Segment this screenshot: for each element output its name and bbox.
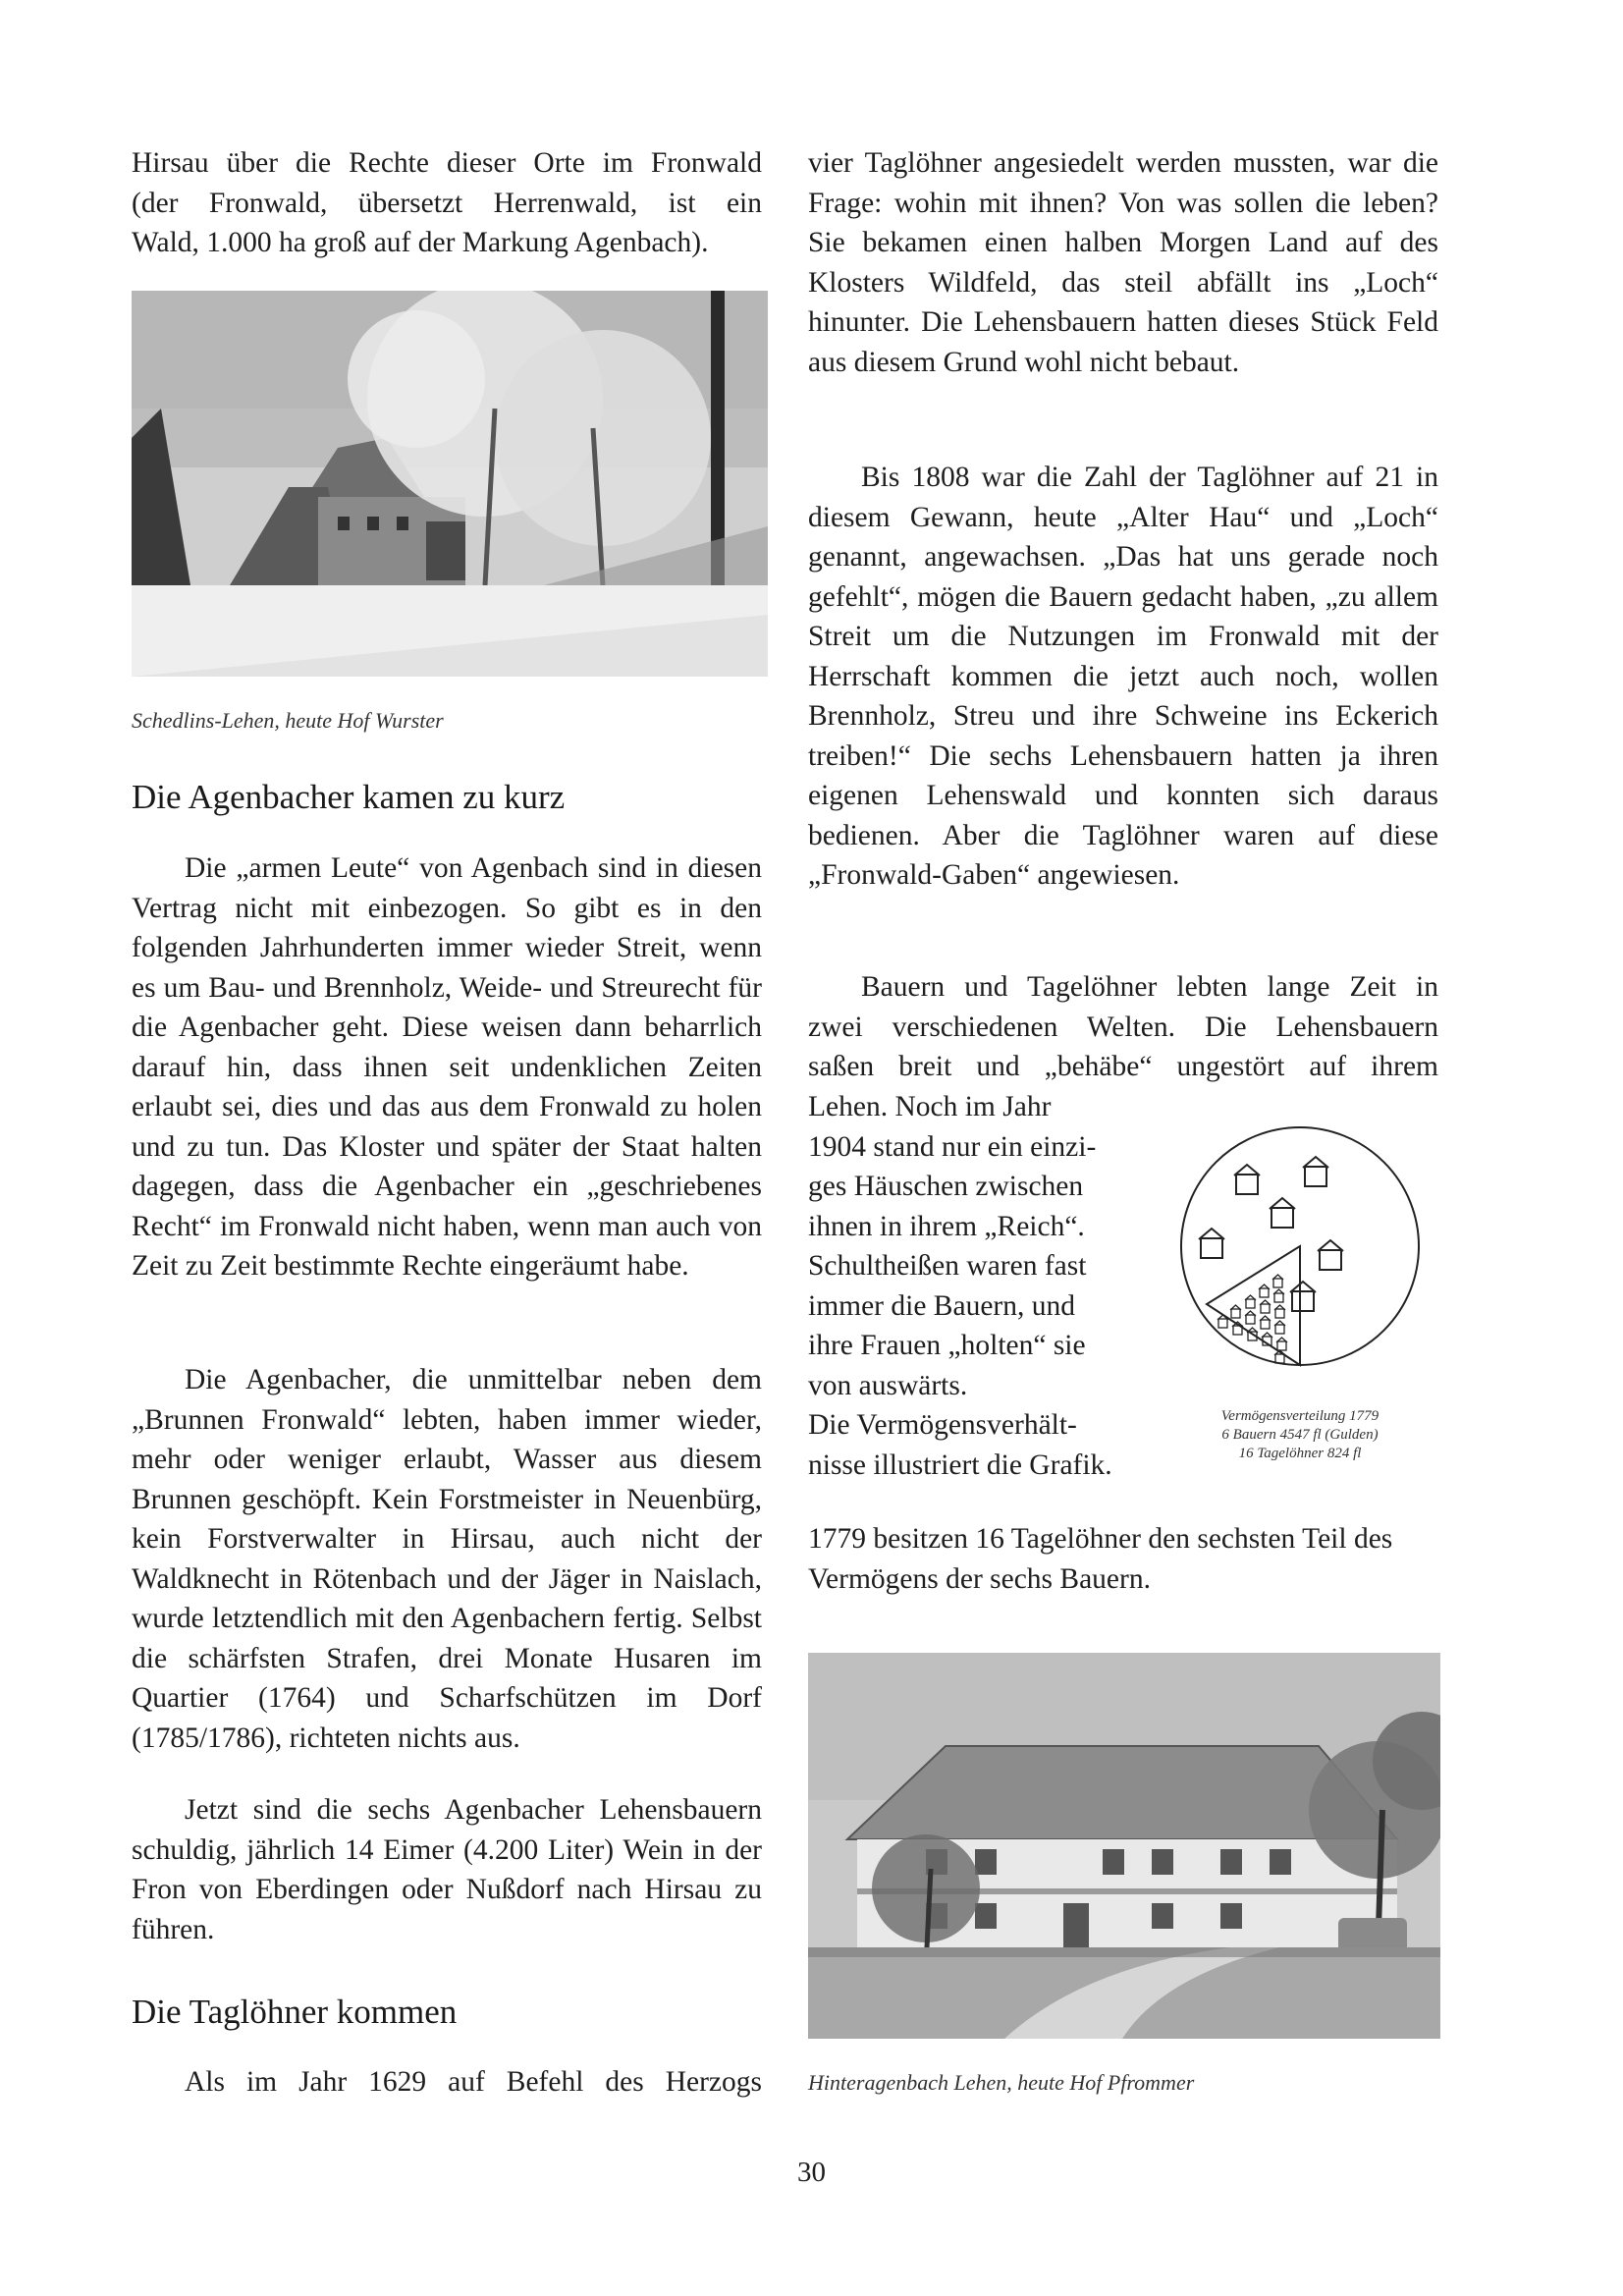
body-paragraph: vier Taglöhner angesiedelt werden mussten, war die Frage: wohin mit ihnen? Von was sollen die leben? Sie bekamen einen halben Morgen Land auf des Klosters Wildfeld, das steil abfällt ins „Loch“ hinunter. Die Lehensbauern hatten dieses Stück Feld aus diesem Grund wohl nicht bebaut. (808, 147, 1438, 378)
body-paragraph: Die Agenbacher, die unmittelbar neben dem „Brunnen Fronwald“ lebten, haben immer wieder, mehr oder weniger erlaubt, Wasser aus diesem Brunnen geschöpft. Kein Forstmeister in Neuenbürg, kein Forstverwalter in Hirsau, auch nicht der Waldknecht in Rötenbach und der Jäger in Naislach, wurde letztendlich mit den Agenbachern fertig. Selbst die schärfsten Strafen, drei Monate Husaren im Quartier (1764) und Scharfschützen im Dorf (1785/1786), richteten nichts aus. (132, 1364, 762, 1754)
figure-caption (1177, 1407, 1423, 1463)
body-paragraph: Bis 1808 war die Zahl der Taglöhner auf 21 in diesem Gewann, heute „Alter Hau“ und „Loch“ genannt, angewachsen. „Das hat uns gerade noch gefehlt“, mögen die Bauern gedacht haben, „zu allem Streit um die Nutzungen im Fronwald mit der Herrschaft kommen die jetzt auch noch, wollen Brennholz, Streu und ihre Schweine ins Eckerich treiben!“ Die sechs Lehensbauern hatten ja ihren eigenen Lehenswald und konnten sich daraus bedienen. Aber die Taglöhner waren auf diese „Fronwald-Gaben“ angewiesen. (808, 462, 1438, 891)
text-line: Die Vermögensverhält- (808, 1409, 1077, 1441)
body-paragraph: Als im Jahr 1629 auf Befehl des Herzogs (185, 2066, 762, 2098)
heading-block-1 (132, 776, 762, 819)
photo-hinteragenbach-lehen (808, 1653, 1440, 2039)
intro-paragraph (132, 143, 762, 263)
text-line: Schultheißen waren fast (808, 1250, 1087, 1282)
figure-text (808, 1087, 1162, 1485)
intro-line: Hirsau über die Rechte dieser Orte im Fronwald (132, 147, 762, 179)
section-heading: Die Agenbacher kamen zu kurz (132, 778, 566, 816)
paragraph-block (132, 1790, 762, 1949)
text-line: nisse illustriert die Grafik. (808, 1449, 1112, 1481)
text-line: saßen breit und „behäbe“ ungestört auf ihrem (808, 1051, 1438, 1082)
text-line: ihre Frauen „holten“ sie (808, 1330, 1086, 1361)
photo-caption: Hinteragenbach Lehen, heute Hof Pfrommer (808, 2070, 1195, 2095)
paragraph-block (808, 1519, 1438, 1599)
intro-line: (der Fronwald, übersetzt Herrenwald, ist ein (132, 187, 762, 219)
paragraph-block (132, 2062, 762, 2103)
text-line: 1904 stand nur ein einzi- (808, 1130, 1097, 1163)
figure-caption-line: 6 Bauern 4547 fl (Gulden) (1221, 1427, 1379, 1443)
paragraph-block (132, 848, 762, 1286)
heading-block-2 (132, 1991, 762, 2034)
text-line: Bauern und Tagelöhner lebten lange Zeit in (861, 971, 1438, 1003)
paragraph-block (808, 143, 1438, 382)
body-paragraph: Die „armen Leute“ von Agenbach sind in diesen Vertrag nicht mit einbezogen. So gibt es in den folgenden Jahrhunderten immer wieder Streit, wenn es um Bau- und Brennholz, Weide- und Streurecht für die Agenbacher geht. Diese weisen dann beharrlich darauf hin, dass ihnen seit undenklichen Zeiten erlaubt sei, dies und das aus dem Fronwald zu holen und zu tun. Das Kloster und später der Staat halten dagegen, dass die Agenbacher ein „geschriebenes Recht“ im Fronwald nicht haben, wenn man auch von Zeit zu Zeit bestimmte Rechte eingeräumt habe. (132, 852, 762, 1282)
photo2-caption-block (808, 2068, 1438, 2098)
figure-caption-line: 16 Tagelöhner 824 fl (1238, 1446, 1362, 1461)
paragraph-block (808, 458, 1438, 896)
body-paragraph: Jetzt sind die sechs Agenbacher Lehensbauern schuldig, jährlich 14 Eimer (4.200 Liter) Wein in der Fron von Eberdingen oder Nußdorf nach Hirsau zu führen. (132, 1794, 762, 1945)
paragraph-block (132, 1360, 762, 1758)
photo-caption: Schedlins-Lehen, heute Hof Wurster (132, 708, 444, 733)
text-line: ges Häuschen zwischen (808, 1171, 1084, 1202)
section-heading: Die Taglöhner kommen (132, 1993, 458, 2031)
text-line: ihnen in ihrem „Reich“. (808, 1210, 1085, 1242)
intro-line: Wald, 1.000 ha groß auf der Markung Agenbach). (132, 227, 709, 258)
paragraph-block (808, 967, 1438, 1087)
body-paragraph: 1779 besitzen 16 Tagelöhner den sechsten Teil des Vermögens der sechs Bauern. (808, 1523, 1393, 1595)
photo-schedlins-lehen (132, 291, 768, 677)
text-line: Lehen. Noch im Jahr (808, 1091, 1052, 1122)
figure-caption-line: Vermögensverteilung 1779 (1220, 1408, 1380, 1424)
text-line: immer die Bauern, und (808, 1289, 1075, 1322)
wealth-distribution-graphic (1177, 1113, 1423, 1380)
page-number: 30 (797, 2157, 826, 2188)
text-line: zwei verschiedenen Welten. Die Lehensbauern (808, 1011, 1438, 1043)
farmer-houses (1199, 1157, 1343, 1311)
text-line: von auswärts. (808, 1369, 968, 1401)
photo1-caption-block (132, 706, 762, 736)
